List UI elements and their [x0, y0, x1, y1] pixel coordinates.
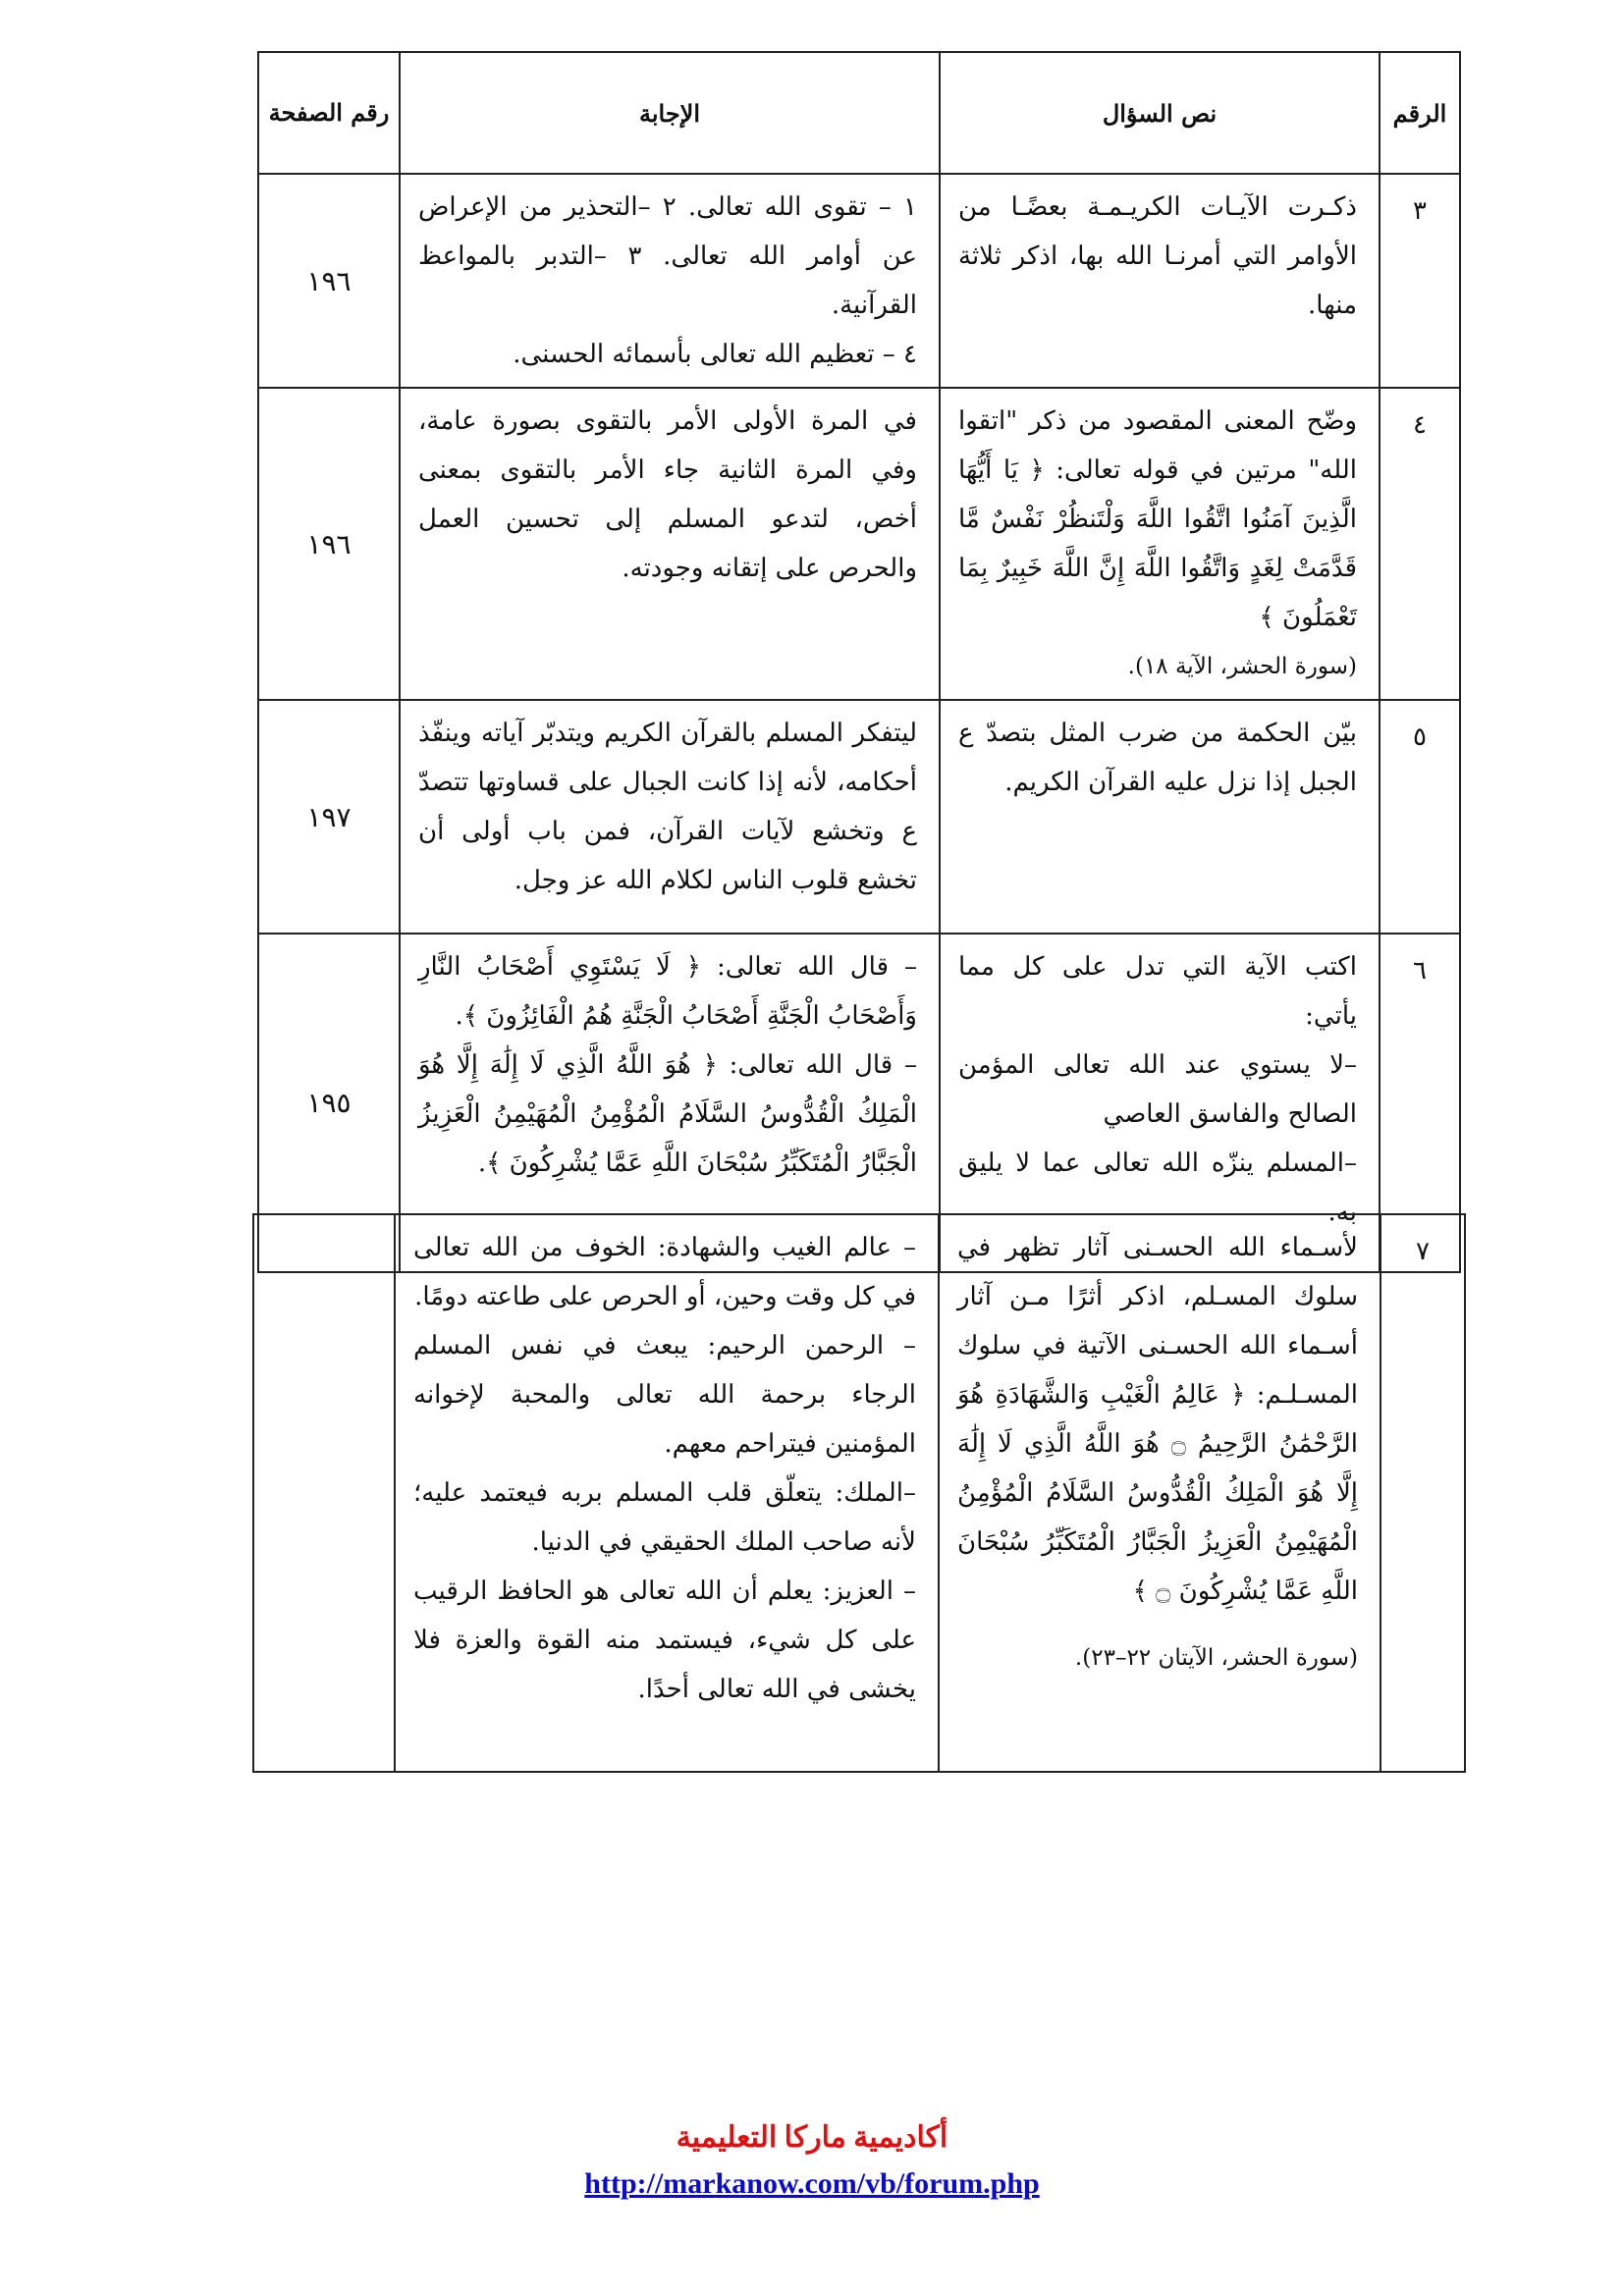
question-cell: [940, 388, 1380, 700]
question-text: ذكـرت الآيـات الكريـمـة بعضًـا من الأوامر التي أمرنـا الله بها، اذكر ثلاثة منها.: [958, 192, 1357, 320]
table-row: [253, 1214, 1465, 1772]
row-number: ٥: [1380, 700, 1460, 934]
row-number: ٧: [1380, 1214, 1465, 1772]
question-cell: [939, 1214, 1380, 1772]
answer-text: – الرحمن الرحيم: يبعث في نفس المسلم الرجاء برحمة الله تعالى والمحبة لإخوانه المؤمنين فيتراحم معهم.: [413, 1331, 916, 1459]
header-question: نص السؤال: [940, 52, 1380, 174]
table-row: [258, 700, 1460, 934]
question-text: لأسـماء الله الحسـنى آثار تظهر في سلوك المسـلم، اذكر أثرًا مـن آثار أسـماء الله الحسـنى الآتية في سلوك المسـلـم: ﴿ عَالِمُ الْغَيْبِ وَالشَّهَادَةِ هُوَ الرَّحْمَٰنُ الرَّحِيمُ ۝ هُوَ اللَّهُ الَّذِي لَا إِلَٰهَ إِلَّا هُوَ الْمَلِكُ الْقُدُّوسُ السَّلَامُ الْمُؤْمِنُ الْمُهَيْمِنُ الْعَزِيزُ الْجَبَّارُ الْمُتَكَبِّرُ سُبْحَانَ اللَّهِ عَمَّا يُشْرِكُونَ ۝ ﴾: [957, 1233, 1358, 1606]
header-number: الرقم: [1380, 52, 1460, 174]
page-number: ١٩٦: [258, 388, 400, 700]
surah-reference: (سورة الحشر، الآية ١٨).: [1127, 654, 1357, 679]
answer-text: – العزيز: يعلم أن الله تعالى هو الحافظ الرقيب على كل شيء، فيستمد منه القوة والعزة فلا يخشى في الله تعالى أحدًا.: [413, 1576, 916, 1704]
footer-forum-link[interactable]: http://markanow.com/vb/forum.php: [584, 2167, 1040, 2200]
questions-table: [257, 51, 1461, 1273]
row-number: ٦: [1380, 934, 1460, 1272]
questions-table-continued: [252, 1213, 1466, 1773]
answer-cell: [400, 388, 940, 700]
row-number: ٣: [1380, 174, 1460, 388]
answer-text: –الملك: يتعلّق قلب المسلم بربه فيعتمد عليه؛ لأنه صاحب الملك الحقيقي في الدنيا.: [413, 1478, 916, 1557]
table-row: [258, 174, 1460, 388]
answer-cell: [400, 700, 940, 934]
page-number: ١٩٥: [258, 934, 400, 1272]
question-text: وضّح المعنى المقصود من ذكر "اتقوا الله" مرتين في قوله تعالى: ﴿ يَا أَيُّهَا الَّذِينَ آمَنُوا اتَّقُوا اللَّهَ وَلْتَنظُرْ نَفْسٌ مَّا قَدَّمَتْ لِغَدٍ وَاتَّقُوا اللَّهَ إِنَّ اللَّهَ خَبِيرٌ بِمَا تَعْمَلُونَ ﴾: [958, 406, 1357, 632]
table-row: [258, 388, 1460, 700]
answer-cell: [400, 174, 940, 388]
question-cell: [940, 174, 1380, 388]
header-page-label: رقم الصفحة: [268, 98, 390, 127]
question-item: –المسلم ينزّه الله تعالى عما لا يليق به.: [958, 1148, 1357, 1227]
question-cell: [940, 700, 1380, 934]
answer-text: – قال الله تعالى: ﴿ لَا يَسْتَوِي أَصْحَابُ النَّارِ وَأَصْحَابُ الْجَنَّةِ أَصْحَابُ الْجَنَّةِ هُمُ الْفَائِزُونَ ﴾.: [418, 952, 917, 1031]
header-page: [258, 52, 400, 174]
footer-academy-name: أكاديمية ماركا التعليمية: [676, 2121, 948, 2154]
answer-text: – قال الله تعالى: ﴿ هُوَ اللَّهُ الَّذِي لَا إِلَٰهَ إِلَّا هُوَ الْمَلِكُ الْقُدُّوسُ السَّلَامُ الْمُؤْمِنُ الْمُهَيْمِنُ الْعَزِيزُ الْجَبَّارُ الْمُتَكَبِّرُ سُبْحَانَ اللَّهِ عَمَّا يُشْرِكُونَ ﴾.: [418, 1050, 918, 1178]
answer-cell: [395, 1214, 939, 1772]
page-number: ١٩٦: [258, 174, 400, 388]
answer-text: في المرة الأولى الأمر بالتقوى بصورة عامة، وفي المرة الثانية جاء الأمر بالتقوى بمعنى أخص، لتدعو المسلم إلى تحسين العمل والحرص على إتقانه وجودته.: [418, 406, 917, 583]
page-number: ١٩٧: [258, 700, 400, 934]
header-answer: الإجابة: [400, 52, 940, 174]
answer-text: ليتفكر المسلم بالقرآن الكريم ويتدبّر آياته وينفّذ أحكامه، لأنه إذا كانت الجبال على قساوتها تتصدّ ع وتخشع لآيات القرآن، فمن باب أولى أن تخشع قلوب الناس لكلام الله عز وجل.: [418, 719, 917, 895]
question-item: –لا يستوي عند الله تعالى المؤمن الصالح والفاسق العاصي: [958, 1050, 1357, 1129]
question-text: بيّن الحكمة من ضرب المثل بتصدّ ع الجبل إذا نزل عليه القرآن الكريم.: [958, 719, 1357, 797]
table-header-row: [258, 52, 1460, 174]
page-number: [253, 1214, 395, 1772]
surah-reference: (سورة الحشر، الآيتان ٢٢–٢٣).: [1074, 1645, 1358, 1671]
answer-text: ٤ – تعظيم الله تعالى بأسمائه الحسنى.: [513, 340, 917, 369]
answer-text: – عالم الغيب والشهادة: الخوف من الله تعالى في كل وقت وحين، أو الحرص على طاعته دومًا.: [413, 1233, 916, 1311]
answer-text: ١ – تقوى الله تعالى. ٢ –التحذير من الإعراض عن أوامر الله تعالى. ٣ –التدبر بالمواعظ القرآنية.: [418, 192, 918, 320]
question-text: اكتب الآية التي تدل على كل مما يأتي:: [958, 952, 1357, 1031]
row-number: ٤: [1380, 388, 1460, 700]
